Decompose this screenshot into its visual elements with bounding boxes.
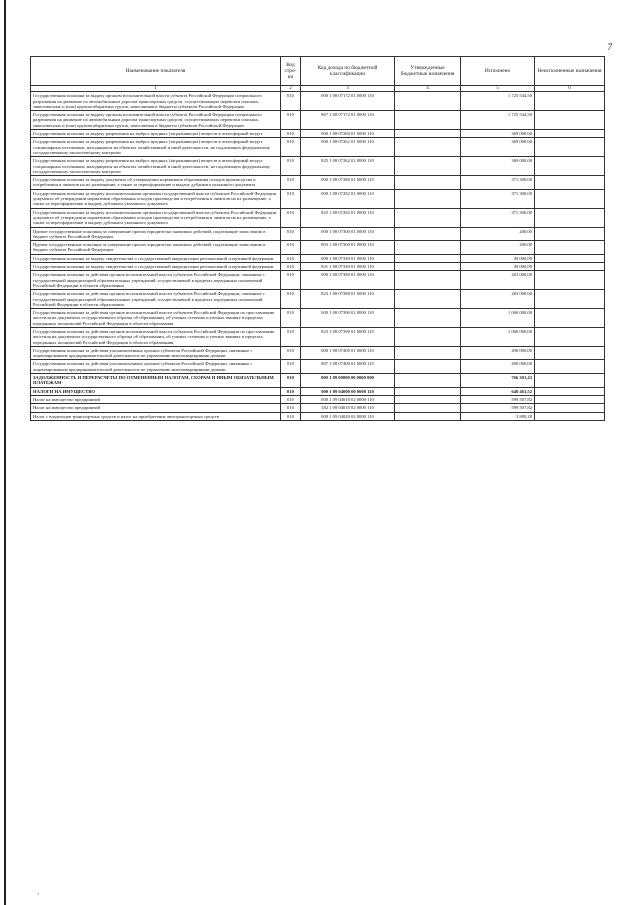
header-approved: Утвержденные бюджетные назначения — [395, 57, 461, 86]
report-sheet — [30, 56, 604, 421]
row-unexecuted-cell — [535, 227, 605, 241]
row-executed-cell: 599 507,82 — [461, 404, 535, 412]
row-kbk-cell: 831 1 08 07340 01 0000 110 — [301, 263, 395, 271]
row-name-cell: Государственная пошлина за действия органов исполнительной власти субъектов Российской Федерации, связанные с государственной аккредитацией образовательных учреждений, осуществляемой в пределах переданных полномочий Российской Федерации в области образования — [31, 290, 281, 309]
row-unexecuted-cell — [535, 271, 605, 290]
row-kbk-cell: 000 1 09 04020 02 0000 110 — [301, 412, 395, 420]
row-executed-cell: 200,00 — [461, 241, 535, 255]
row-name-cell: Государственная пошлина за действия органов исполнительной власти субъектов Российской Федерации, связанные с государственной аккредитацией образовательных учреждений, осуществляемой в пределах переданных полномочий Российской Федерации в области образования — [31, 271, 281, 290]
row-code-cell: 010 — [281, 346, 301, 360]
row-code-cell: 010 — [281, 263, 301, 271]
row-unexecuted-cell — [535, 360, 605, 374]
row-unexecuted-cell — [535, 254, 605, 262]
row-unexecuted-cell — [535, 241, 605, 255]
row-code-cell: 010 — [281, 241, 301, 255]
row-name-cell: Прочие государственные пошлины за совершение прочих юридически значимых действий, подлежащие зачислению в бюджет субъекта Российской Федерации — [31, 241, 281, 255]
table-row — [31, 309, 605, 328]
row-unexecuted-cell — [535, 189, 605, 208]
row-code-cell: 010 — [281, 138, 301, 157]
row-code-cell: 010 — [281, 327, 301, 346]
row-unexecuted-cell — [535, 138, 605, 157]
table-row — [31, 404, 605, 412]
row-code-cell: 010 — [281, 412, 301, 420]
row-name-cell: Государственная пошлина за выдачу свидетельства о государственной аккредитации региональной спортивной федерации — [31, 254, 281, 262]
row-unexecuted-cell — [535, 111, 605, 130]
row-kbk-cell: 182 1 09 04010 02 0000 110 — [301, 404, 395, 412]
header-code: Код стро-ки — [281, 57, 301, 86]
row-name-cell: Государственная пошлина за действия уполномоченных органов субъектов Российской Федерации, связанные с лицензированием предпринимательской деятельности по управлению многоквартирными домами — [31, 346, 281, 360]
table-row — [31, 254, 605, 262]
row-approved-cell — [395, 346, 461, 360]
row-executed-cell: 490 000,00 — [461, 360, 535, 374]
header-kbk: Код дохода по бюджетной классификации — [301, 57, 395, 86]
row-executed-cell: 1 725 544,50 — [461, 111, 535, 130]
header-unexecuted: Неисполненные назначения — [535, 57, 605, 86]
row-code-cell: 010 — [281, 189, 301, 208]
row-code-cell: 010 — [281, 395, 301, 403]
row-unexecuted-cell — [535, 374, 605, 388]
row-code-cell: 010 — [281, 309, 301, 328]
row-executed-cell: 599 507,82 — [461, 395, 535, 403]
row-executed-cell: 371 300,00 — [461, 176, 535, 190]
table-row — [31, 271, 605, 290]
row-executed-cell: 263 000,00 — [461, 290, 535, 309]
row-kbk-cell: 000 1 08 07260 01 0000 110 — [301, 130, 395, 138]
row-approved-cell — [395, 374, 461, 388]
row-unexecuted-cell — [535, 92, 605, 111]
row-code-cell: 010 — [281, 92, 301, 111]
row-executed-cell: 369 000,00 — [461, 138, 535, 157]
row-name-cell: Государственная пошлина за выдачу органом исполнительной власти субъекта Российской Федерации специального разрешения на движение по автомобильным дорогам транспортных средств, осуществляющих перевозки опасных, тяжеловесных и (или) крупногабаритных грузов, зачисляемая в бюджеты субъектов Российской Федерации — [31, 92, 281, 111]
row-name-cell: Государственная пошлина за выдачу органом исполнительной власти субъекта Российской Федерации специального разрешения на движение по автомобильным дорогам транспортных средств, осуществляющих перевозки опасных, тяжеловесных и (или) крупногабаритных грузов, зачисляемая в бюджеты субъектов Российской Федерации — [31, 111, 281, 130]
column-number: 1 — [31, 86, 281, 92]
row-code-cell: 010 — [281, 157, 301, 176]
row-unexecuted-cell — [535, 412, 605, 420]
row-unexecuted-cell — [535, 404, 605, 412]
row-approved-cell — [395, 327, 461, 346]
row-name-cell: Государственная пошлина за выдачу исполнительными органами государственной власти субъектов Российской Федерации документа об утверждении нормативов образования отходов производства и потребления и лимитов на их размещение, а также за переоформление и выдачу дубликата указанного документа — [31, 208, 281, 227]
table-row — [31, 263, 605, 271]
row-executed-cell: 648 463,52 — [461, 387, 535, 395]
table-row — [31, 176, 605, 190]
row-code-cell: 010 — [281, 176, 301, 190]
column-number: 4 — [395, 86, 461, 92]
row-code-cell: 010 — [281, 254, 301, 262]
table-row — [31, 360, 605, 374]
row-approved-cell — [395, 254, 461, 262]
row-kbk-cell: 000 1 09 04010 02 0000 110 — [301, 395, 395, 403]
row-executed-cell: 49 000,00 — [461, 263, 535, 271]
row-code-cell: 010 — [281, 374, 301, 388]
row-unexecuted-cell — [535, 130, 605, 138]
row-name-cell: Государственная пошлина за выдачу свидетельства о государственной аккредитации региональной спортивной федерации — [31, 263, 281, 271]
row-executed-cell: 369 000,00 — [461, 130, 535, 138]
row-approved-cell — [395, 111, 461, 130]
row-unexecuted-cell — [535, 346, 605, 360]
row-name-cell: Государственная пошлина за действия уполномоченных органов субъектов Российской Федерации, связанные с лицензированием предпринимательской деятельности по управлению многоквартирными домами — [31, 360, 281, 374]
row-unexecuted-cell — [535, 176, 605, 190]
row-kbk-cell: 825 1 08 07282 01 0000 110 — [301, 208, 395, 227]
row-code-cell: 010 — [281, 387, 301, 395]
table-row — [31, 111, 605, 130]
row-code-cell: 010 — [281, 290, 301, 309]
row-kbk-cell: 000 1 08 07300 01 0000 110 — [301, 227, 395, 241]
row-name-cell: Налог с владельцев транспортных средств и налог на приобретение автотранспортных средств — [31, 412, 281, 420]
table-row — [31, 189, 605, 208]
row-name-cell: Государственная пошлина за выдачу документа об утверждении нормативов образования отходов производства и потребления и лимитов на их размещение, а также за переоформление и выдачу дубликата указанного документа — [31, 176, 281, 190]
row-approved-cell — [395, 92, 461, 111]
table-row — [31, 290, 605, 309]
row-code-cell: 010 — [281, 271, 301, 290]
table-row — [31, 387, 605, 395]
row-executed-cell: 3 889,28 — [461, 412, 535, 420]
table-header-row — [31, 57, 605, 86]
page-number: 7 — [607, 42, 612, 52]
row-executed-cell: 1 060 000,00 — [461, 327, 535, 346]
row-code-cell: 010 — [281, 208, 301, 227]
row-kbk-cell: 000 1 08 07380 01 0000 110 — [301, 271, 395, 290]
row-code-cell: 010 — [281, 360, 301, 374]
row-unexecuted-cell — [535, 263, 605, 271]
table-row — [31, 227, 605, 241]
row-name-cell: ЗАДОЛЖЕННОСТЬ И ПЕРЕРАСЧЕТЫ ПО ОТМЕНЕННЫМ НАЛОГАМ, СБОРАМ И ИНЫМ ОБЯЗАТЕЛЬНЫМ ПЛАТЕЖАМ — [31, 374, 281, 388]
row-executed-cell: 200,00 — [461, 227, 535, 241]
row-name-cell: Налог на имущество предприятий — [31, 404, 281, 412]
row-approved-cell — [395, 387, 461, 395]
row-name-cell: Государственная пошлина за действия органов исполнительной власти субъектов Российской Федерации по проставлению апостиля на документах государственного образца об образовании, об ученых степенях и ученых званиях в пределах переданных полномочий Российской Федерации в области образования — [31, 309, 281, 328]
row-approved-cell — [395, 309, 461, 328]
row-executed-cell: 371 300,00 — [461, 189, 535, 208]
table-row — [31, 92, 605, 111]
row-kbk-cell: 867 1 08 07172 01 0000 110 — [301, 111, 395, 130]
row-executed-cell: 49 000,00 — [461, 254, 535, 262]
row-approved-cell — [395, 208, 461, 227]
table-row — [31, 327, 605, 346]
row-name-cell: НАЛОГИ НА ИМУЩЕСТВО — [31, 387, 281, 395]
row-name-cell: Государственная пошлина за выдачу разрешения на выброс вредных (загрязняющих) веществ в атмосферный воздух стационарных источников, находящихся на объектах хозяйственной и иной деятельности, не подлежащих федеральному государственному экологическому контролю — [31, 138, 281, 157]
header-executed: Исполнено — [461, 57, 535, 86]
row-approved-cell — [395, 176, 461, 190]
row-kbk-cell: 000 1 08 07282 01 0000 110 — [301, 189, 395, 208]
row-approved-cell — [395, 271, 461, 290]
row-kbk-cell: 000 1 08 07390 01 0000 110 — [301, 309, 395, 328]
row-approved-cell — [395, 395, 461, 403]
row-executed-cell: 490 000,00 — [461, 346, 535, 360]
row-unexecuted-cell — [535, 387, 605, 395]
table-row — [31, 346, 605, 360]
column-number: 3 — [301, 86, 395, 92]
scan-margin-line — [4, 0, 9, 905]
row-name-cell: Налог на имущество предприятий — [31, 395, 281, 403]
row-kbk-cell: 000 1 09 04000 00 0000 110 — [301, 387, 395, 395]
row-kbk-cell: 000 1 08 07400 01 0000 110 — [301, 346, 395, 360]
column-number: 5 — [461, 86, 535, 92]
row-kbk-cell: 000 1 08 07340 01 0000 110 — [301, 254, 395, 262]
table-row — [31, 130, 605, 138]
row-kbk-cell: 823 1 08 07380 01 0000 110 — [301, 290, 395, 309]
table-body — [31, 92, 605, 421]
row-kbk-cell: 000 1 09 00000 00 0000 000 — [301, 374, 395, 388]
column-number: 2 — [281, 86, 301, 92]
header-name: Наименование показателя — [31, 57, 281, 86]
row-approved-cell — [395, 138, 461, 157]
row-executed-cell: 263 000,00 — [461, 271, 535, 290]
row-approved-cell — [395, 404, 461, 412]
row-code-cell: 010 — [281, 111, 301, 130]
table-row — [31, 208, 605, 227]
row-approved-cell — [395, 189, 461, 208]
row-executed-cell: 371 300,00 — [461, 208, 535, 227]
row-kbk-cell: 000 1 08 07172 01 0000 110 — [301, 92, 395, 111]
table-row — [31, 412, 605, 420]
column-number: 6 — [535, 86, 605, 92]
row-unexecuted-cell — [535, 309, 605, 328]
row-approved-cell — [395, 157, 461, 176]
revenue-table — [30, 56, 605, 421]
scan-mark: ’ — [37, 892, 40, 900]
table-row — [31, 374, 605, 388]
row-unexecuted-cell — [535, 327, 605, 346]
row-code-cell: 010 — [281, 130, 301, 138]
row-name-cell: Государственная пошлина за выдачу разрешения на выброс вредных (загрязняющих) веществ в атмосферный воздух — [31, 130, 281, 138]
row-name-cell: Государственная пошлина за действия органов исполнительной власти субъектов Российской Федерации по проставлению апостиля на документах государственного образца об образовании, об ученых степенях и ученых званиях в пределах переданных полномочий Российской Федерации в области образования — [31, 327, 281, 346]
row-kbk-cell: 000 1 08 07280 01 0000 110 — [301, 176, 395, 190]
table-row — [31, 138, 605, 157]
row-executed-cell: 369 000,00 — [461, 157, 535, 176]
table-row — [31, 157, 605, 176]
row-approved-cell — [395, 227, 461, 241]
row-kbk-cell: 823 1 08 07390 01 0000 110 — [301, 327, 395, 346]
row-approved-cell — [395, 241, 461, 255]
row-approved-cell — [395, 412, 461, 420]
row-name-cell: Государственная пошлина за выдачу исполнительными органами государственной власти субъектов Российской Федерации документа об утверждении нормативов образования отходов производства и потребления и лимитов на их размещение, а также за переоформление и выдачу дубликата указанного документа — [31, 189, 281, 208]
row-approved-cell — [395, 290, 461, 309]
row-unexecuted-cell — [535, 290, 605, 309]
row-executed-cell: 1 060 000,00 — [461, 309, 535, 328]
row-approved-cell — [395, 263, 461, 271]
row-kbk-cell: 803 1 08 07300 01 0000 110 — [301, 241, 395, 255]
row-executed-cell: 1 725 544,50 — [461, 92, 535, 111]
table-row — [31, 395, 605, 403]
row-code-cell: 010 — [281, 404, 301, 412]
row-kbk-cell: 000 1 08 07262 01 0000 110 — [301, 138, 395, 157]
table-row — [31, 241, 605, 255]
row-kbk-cell: 825 1 08 07262 01 0000 110 — [301, 157, 395, 176]
row-name-cell: Государственная пошлина за выдачу разрешения на выброс вредных (загрязняющих) веществ в атмосферный воздух стационарных источников, находящихся на объектах хозяйственной и иной деятельности, не подлежащих федеральному государственному экологическому контролю — [31, 157, 281, 176]
row-unexecuted-cell — [535, 208, 605, 227]
row-executed-cell: 766 301,43 — [461, 374, 535, 388]
row-approved-cell — [395, 360, 461, 374]
row-code-cell: 010 — [281, 227, 301, 241]
row-unexecuted-cell — [535, 157, 605, 176]
row-kbk-cell: 807 1 08 07400 01 0000 110 — [301, 360, 395, 374]
row-unexecuted-cell — [535, 395, 605, 403]
row-name-cell: Прочие государственные пошлины за совершение прочих юридически значимых действий, подлежащие зачислению в бюджет субъекта Российской Федерации — [31, 227, 281, 241]
row-approved-cell — [395, 130, 461, 138]
